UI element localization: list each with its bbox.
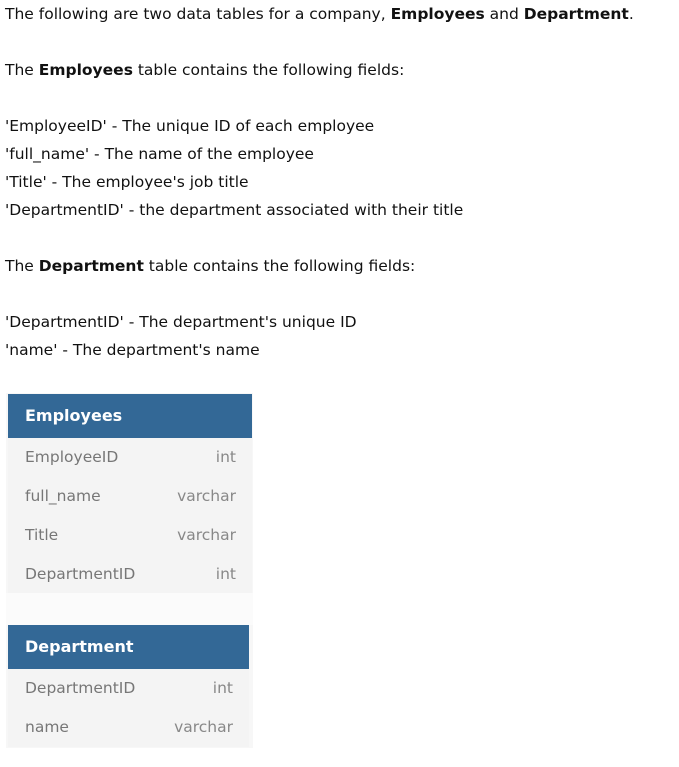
column-type: varchar: [177, 526, 236, 544]
employees-table-header: Employees: [8, 394, 252, 438]
department-table: [8, 625, 249, 747]
spacer: [5, 280, 675, 308]
column-name: DepartmentID: [25, 679, 136, 697]
intro-paragraph: [5, 0, 675, 28]
department-intro-bold: Department: [38, 257, 144, 275]
employees-field-line: 'DepartmentID' - the department associated with their title: [5, 201, 464, 219]
column-name: EmployeeID: [25, 448, 119, 466]
employees-field-line: 'full_name' - The name of the employee: [5, 145, 314, 163]
employees-intro-bold: Employees: [38, 61, 133, 79]
department-field-line: 'name' - The department's name: [5, 341, 260, 359]
column-type: int: [212, 679, 233, 697]
employees-table: [8, 394, 252, 594]
employees-column-row: [8, 555, 252, 594]
document-body: [5, 0, 675, 364]
department-column-row: [8, 708, 249, 747]
column-type: varchar: [177, 487, 236, 505]
schema-diagram: [6, 393, 253, 748]
column-type: int: [215, 565, 236, 583]
column-name: DepartmentID: [25, 565, 136, 583]
department-intro-post: table contains the following fields:: [143, 257, 416, 275]
employees-column-row: [8, 438, 252, 477]
employees-intro-post: table contains the following fields:: [132, 61, 405, 79]
employees-column-row: [8, 477, 252, 516]
column-type: int: [215, 448, 236, 466]
employees-column-row: [8, 516, 252, 555]
column-name: full_name: [25, 487, 101, 505]
spacer: [5, 84, 675, 112]
table-separator: [6, 593, 253, 625]
intro-period: .: [628, 5, 634, 23]
intro-employees-bold: Employees: [390, 5, 485, 23]
column-type: varchar: [174, 718, 233, 736]
employees-field-line: 'Title' - The employee's job title: [5, 173, 249, 191]
spacer: [5, 28, 675, 56]
employees-field-line: 'EmployeeID' - The unique ID of each employee: [5, 117, 375, 135]
department-table-header: Department: [8, 625, 249, 669]
intro-text: The following are two data tables for a company,: [5, 5, 391, 23]
employees-intro: [5, 56, 675, 84]
employees-intro-pre: The: [5, 61, 39, 79]
intro-text-and: and: [484, 5, 524, 23]
column-name: Title: [25, 526, 59, 544]
column-name: name: [25, 718, 69, 736]
department-intro: [5, 252, 675, 280]
intro-department-bold: Department: [523, 5, 629, 23]
department-column-row: [8, 669, 249, 708]
department-field-line: 'DepartmentID' - The department's unique ID: [5, 313, 357, 331]
department-intro-pre: The: [5, 257, 39, 275]
spacer: [5, 224, 675, 252]
